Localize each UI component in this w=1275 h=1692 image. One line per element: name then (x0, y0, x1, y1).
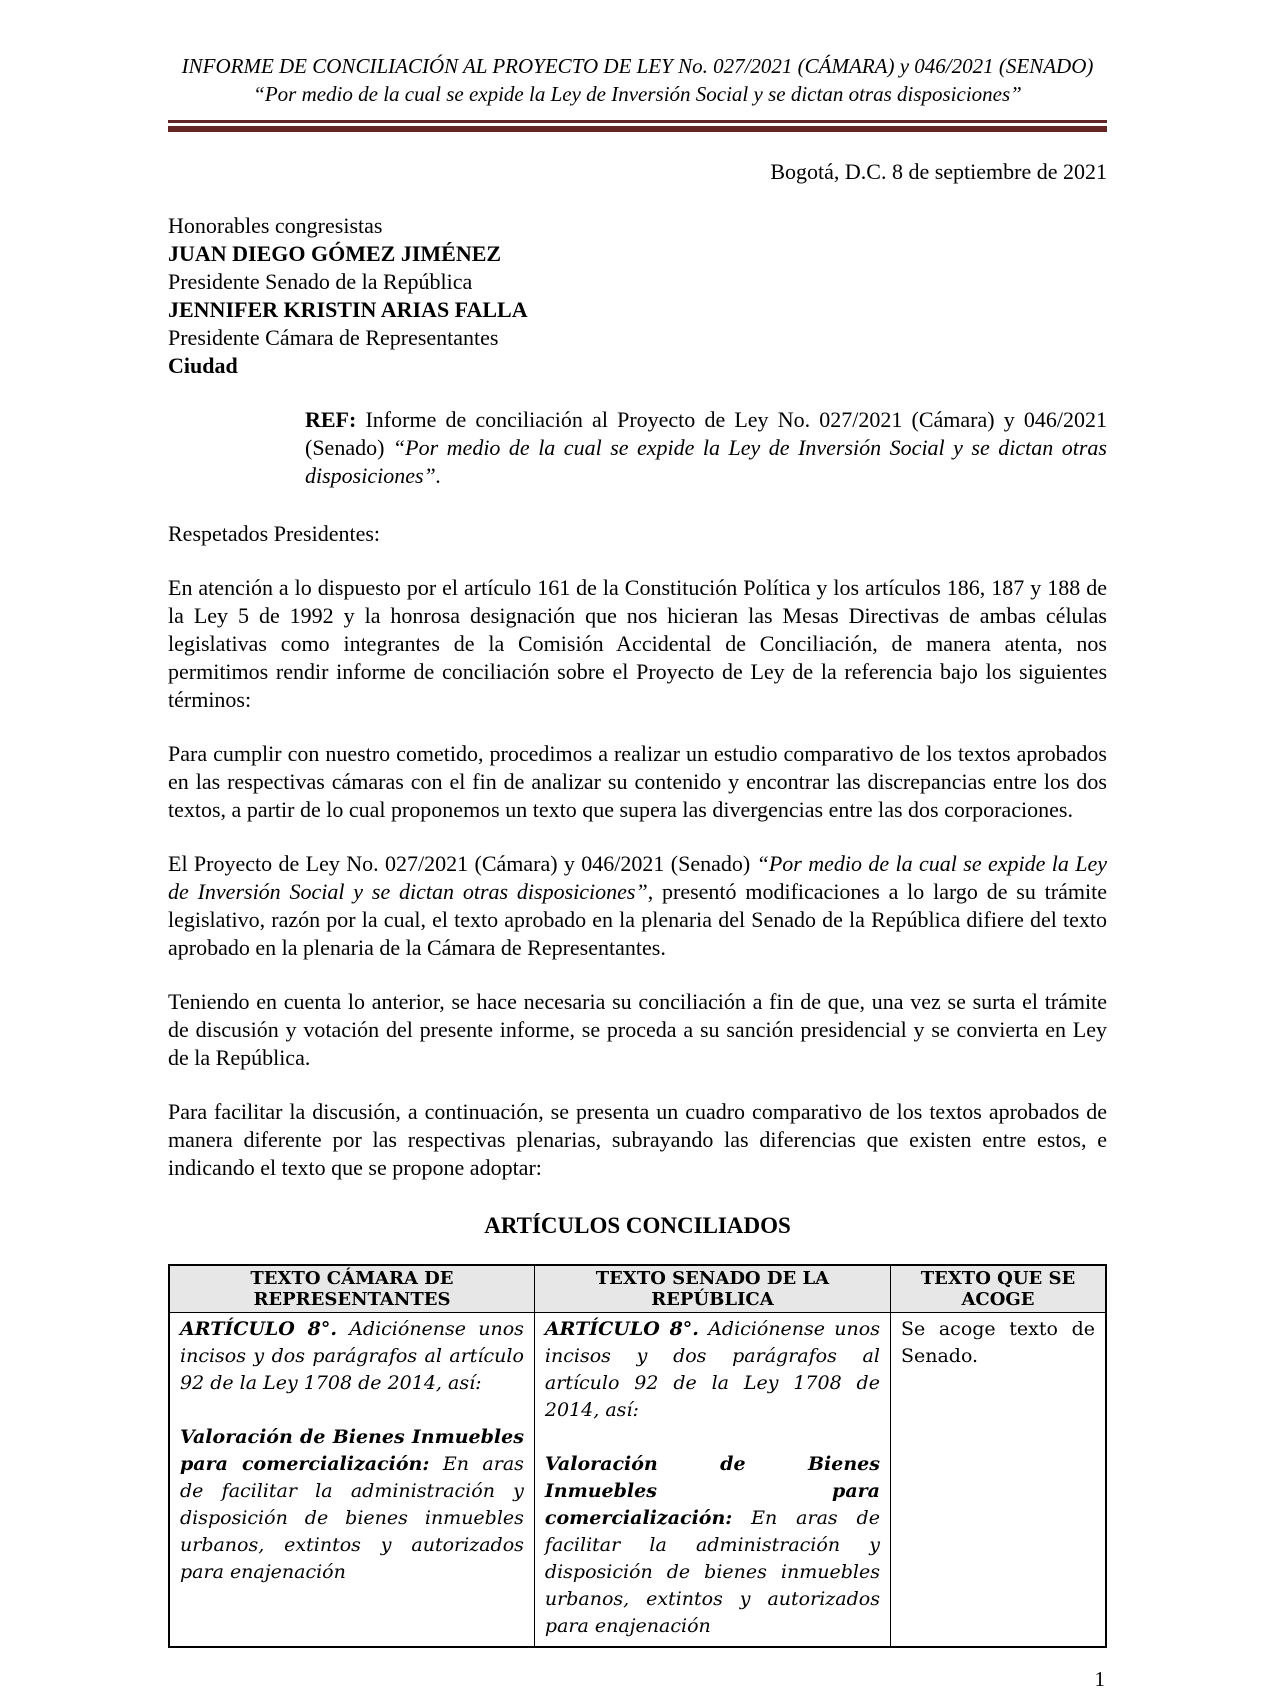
cell-camara-article-paragraph (180, 1316, 524, 1397)
cell-senado-valoracion-text: En aras de facilitar la administración y disposición de bienes inmuebles urbanos, extintos y autorizados para enajenación (544, 1507, 880, 1637)
reference-quote: “Por medio de la cual se expide la Ley de Inversión Social y se dictan otras disposiciones”. (305, 435, 1107, 488)
column-header-acoge: TEXTO QUE SE ACOGE (890, 1265, 1106, 1313)
cell-camara-articulo-8 (169, 1313, 534, 1648)
cell-senado-valoracion-paragraph (545, 1451, 880, 1640)
column-header-camara: TEXTO CÁMARA DE REPRESENTANTES (169, 1265, 534, 1313)
page-number: 1 (1094, 1667, 1105, 1691)
recipient-name-senate-president: JUAN DIEGO GÓMEZ JIMÉNEZ (168, 241, 502, 266)
document-header-title: INFORME DE CONCILIACIÓN AL PROYECTO DE LEY No. 027/2021 (CÁMARA) y 046/2021 (SENADO) “Por medio de la cual se expide la Ley de Inversión Social y se dictan otras disposiciones” (181, 54, 1094, 106)
comparison-table (168, 1264, 1107, 1648)
paragraph-modifications-pre: El Proyecto de Ley No. 027/2021 (Cámara) y 046/2021 (Senado) (168, 851, 757, 876)
document-header (168, 52, 1107, 132)
cell-camara-valoracion-label: Valoración de Bienes Inmuebles para comercialización: (180, 1426, 524, 1475)
cell-senado-article-label: ARTÍCULO 8°. (544, 1318, 699, 1340)
cell-senado-article-text: Adiciónense unos incisos y dos parágrafos al artículo 92 de la Ley 1708 de 2014, así: (544, 1318, 880, 1421)
paragraph-conciliation-need: Teniendo en cuenta lo anterior, se hace necesaria su conciliación a fin de que, una vez se surta el trámite de discusión y votación del presente informe, se proceda a su sanción presidencial y se convierta en Ley de la República. (168, 989, 1107, 1070)
paragraph-comparative-study: Para cumplir con nuestro cometido, procedimos a realizar un estudio comparativo de los textos aprobados en las respectivas cámaras con el fin de analizar su contenido y encontrar las discrepancias entre los dos textos, a partir de lo cual proponemos un texto que supera las divergencias entre las dos corporaciones. (168, 741, 1107, 822)
cell-senado-article-paragraph (545, 1316, 880, 1424)
column-header-senado: TEXTO SENADO DE LA REPÚBLICA (534, 1265, 890, 1313)
paragraph-comparative-table-intro: Para facilitar la discusión, a continuación, se presenta un cuadro comparativo de los textos aprobados de manera diferente por las respectivas plenarias, subrayando las diferencias que existen entre estos, e indicando el texto que se propone adoptar: (168, 1099, 1107, 1180)
salutation: Respetados Presidentes: (168, 521, 381, 546)
reference-label: REF: (305, 407, 357, 432)
cell-camara-valoracion-text: En aras de facilitar la administración y disposición de bienes inmuebles urbanos, extintos y autorizados para enajenación (180, 1453, 524, 1583)
recipient-title-senate: Presidente Senado de la República (168, 269, 473, 294)
paragraph-modifications (168, 850, 1107, 962)
paragraph-legal-basis: En atención a lo dispuesto por el artículo 161 de la Constitución Política y los artículos 186, 187 y 188 de la Ley 5 de 1992 y la honrosa designación que nos hicieran las Mesas Directivas de ambas células legislativas como integrantes de la Comisión Accidental de Conciliación, de manera atenta, nos permitimos rendir informe de conciliación sobre el Proyecto de Ley de la referencia bajo los siguientes términos: (168, 575, 1107, 712)
reference-text: Informe de conciliación al Proyecto de Ley No. 027/2021 (Cámara) y 046/2021 (Senado) (305, 407, 1107, 460)
recipient-title-chamber: Presidente Cámara de Representantes (168, 325, 499, 350)
header-rule-thick-bar (168, 126, 1107, 132)
table-row-articulo-8 (169, 1313, 1106, 1648)
paragraph-modifications-post: , presentó modificaciones a lo largo de su trámite legislativo, razón por la cual, el texto aprobado en la plenaria del Senado de la República difiere del texto aprobado en la plenaria de la Cámara de Representantes. (168, 879, 1107, 960)
cell-camara-article-text: Adiciónense unos incisos y dos parágrafos al artículo 92 de la Ley 1708 de 2014, así: (180, 1318, 524, 1394)
recipient-salutation: Honorables congresistas (168, 213, 383, 238)
recipient-city: Ciudad (168, 353, 238, 378)
conciliated-articles-heading: ARTÍCULOS CONCILIADOS (484, 1213, 791, 1238)
cell-camara-valoracion-paragraph (180, 1424, 524, 1586)
header-rule (168, 120, 1107, 132)
recipient-name-chamber-president: JENNIFER KRISTIN ARIAS FALLA (168, 297, 528, 322)
recipient-block (168, 212, 1107, 380)
cell-camara-article-label: ARTÍCULO 8°. (180, 1318, 337, 1340)
comparison-table-header-row (169, 1265, 1106, 1313)
reference-block (305, 406, 1107, 490)
date-line: Bogotá, D.C. 8 de septiembre de 2021 (770, 159, 1107, 184)
cell-senado-articulo-8 (534, 1313, 890, 1648)
paragraph-modifications-quote: “Por medio de la cual se expide la Ley de Inversión Social y se dictan otras disposiciones” (168, 851, 1108, 904)
cell-texto-acogido: Se acoge texto de Senado. (890, 1313, 1106, 1648)
cell-senado-valoracion-label: Valoración de Bienes Inmuebles para comercialización: (544, 1453, 880, 1529)
